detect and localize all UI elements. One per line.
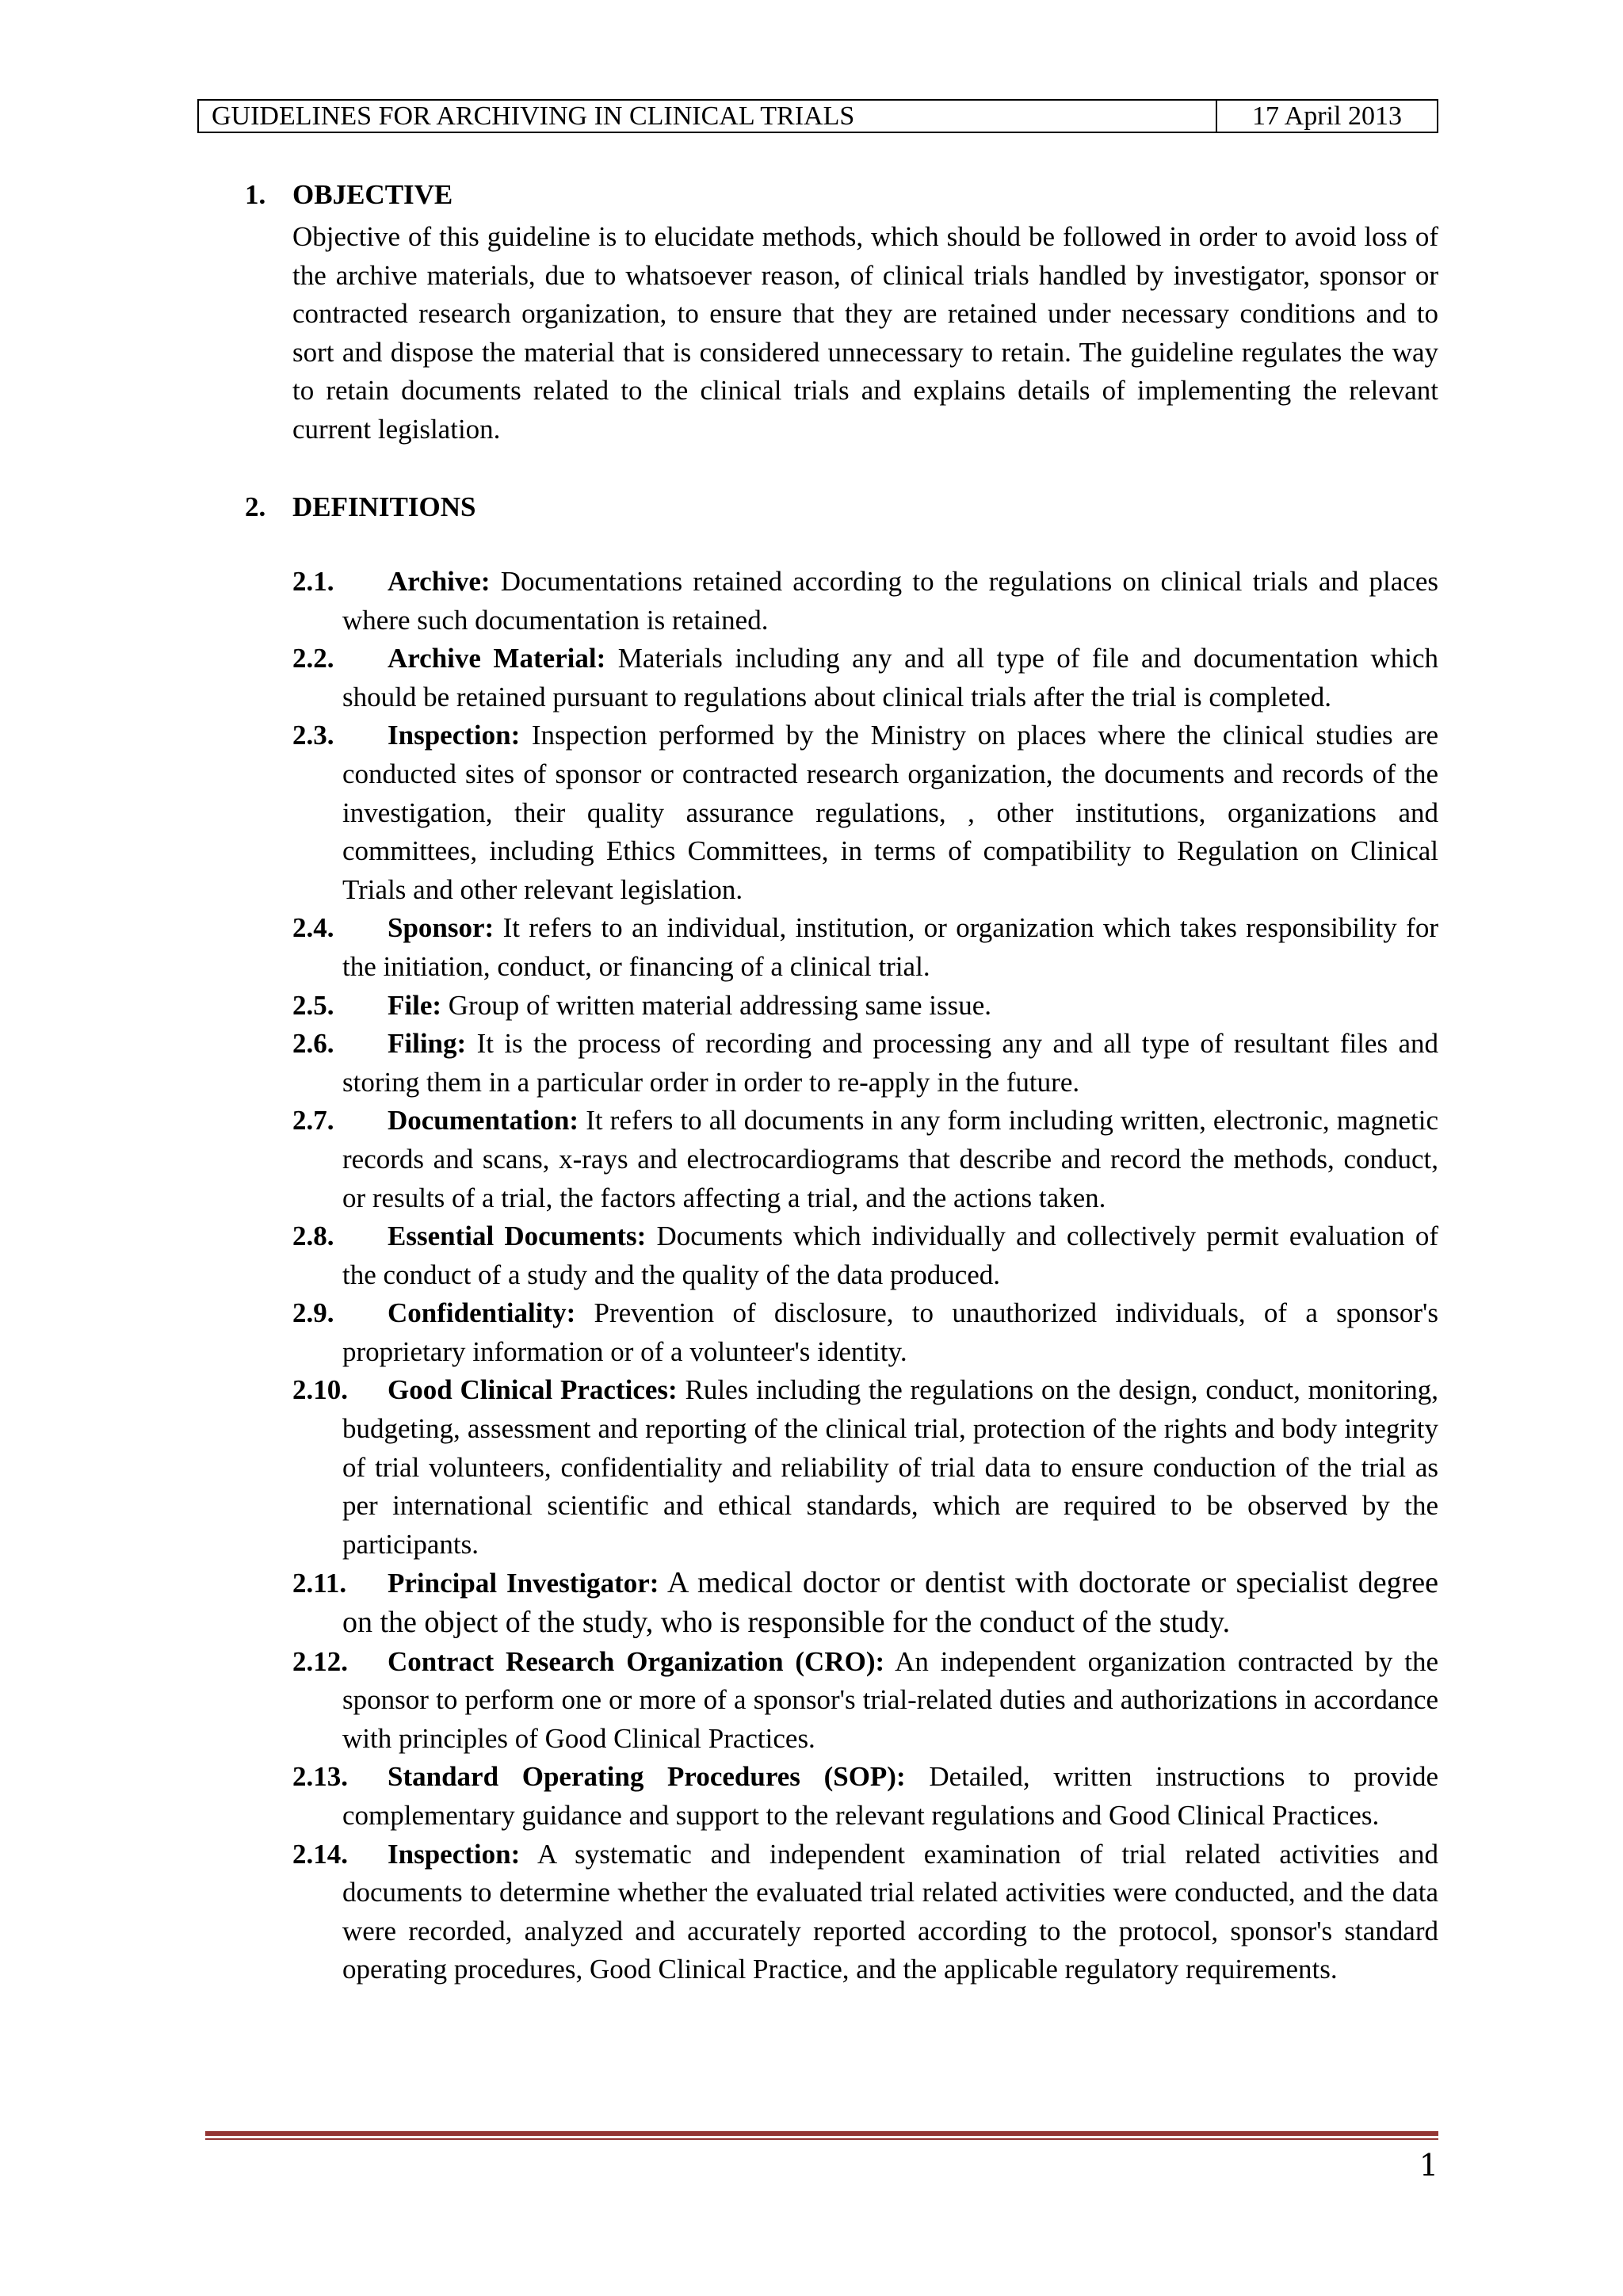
definition-text: It is the process of recording and processing any and all type of resultant files and storing them in a particular order in order to re-apply in the future. (342, 1028, 1438, 1098)
definition-term: Confidentiality: (388, 1297, 576, 1329)
definition-term: Inspection: (388, 1838, 521, 1870)
definition-number: 2.4. (292, 912, 334, 944)
definition-text: Detailed, written instructions to provide complementary guidance and support to the relevant regulations and Good Clinical Practices. (342, 1761, 1439, 1831)
definition-term: Essential Documents: (388, 1221, 647, 1252)
section-title: OBJECTIVE (292, 179, 453, 210)
definition-term: Archive: (388, 566, 491, 597)
section-objective-heading (245, 176, 453, 214)
definition-text: A systematic and independent examination of trial related activities and documents to determine whether the evaluated trial related activities were conducted, and the data were recorded, analyzed and accurately reported according to the protocol, sponsor's standard operating procedures, Good Clinical Practice, and the applicable regulatory requirements. (342, 1838, 1438, 1985)
definition-term: Contract Research Organization (CRO): (388, 1645, 885, 1677)
definition-item (292, 1564, 1438, 1642)
section-definitions-heading (245, 488, 475, 526)
definition-item (292, 909, 1438, 986)
definition-number: 2.6. (292, 1028, 334, 1060)
definition-item (292, 987, 1438, 1026)
definition-item (292, 1758, 1438, 1835)
definition-text: Documentations retained according to the regulations on clinical trials and places where such documentation is retained. (342, 566, 1438, 636)
definition-number: 2.12. (292, 1645, 348, 1677)
section-number: 1. (245, 179, 266, 210)
definition-text: Rules including the regulations on the design, conduct, monitoring, budgeting, assessment and reporting of the clinical trial, protection of the rights and body integrity of trial volunteers, confidentiality and reliability of trial data to ensure conduction of the trial as per international scientific and ethical standards, which are required to be observed by the participants. (342, 1374, 1438, 1560)
page-number: 1 (1419, 2148, 1438, 2183)
definition-number: 2.10. (292, 1374, 348, 1406)
definition-text: Group of written material addressing same issue. (441, 989, 992, 1021)
definition-term: Filing: (388, 1028, 467, 1060)
definition-term: Principal Investigator: (388, 1568, 659, 1599)
section-number: 2. (245, 491, 266, 522)
definition-text: It refers to all documents in any form including written, electronic, magnetic records and scans, x-rays and electrocardiograms that describe and record the methods, conduct, or results of a trial, the factors affecting a trial, and the actions taken. (342, 1105, 1438, 1213)
definition-item (292, 1836, 1438, 1989)
definition-number: 2.14. (292, 1838, 348, 1870)
definition-term: Standard Operating Procedures (SOP): (388, 1761, 906, 1793)
definition-text: It refers to an individual, institution, or organization which takes responsibility for the initiation, conduct, or financing of a clinical trial. (342, 912, 1438, 982)
definition-item (292, 640, 1438, 716)
definition-text: An independent organization contracted by the sponsor to perform one or more of a sponsor's trial-related duties and authorizations in accordance with principles of Good Clinical Practices. (342, 1645, 1438, 1754)
definition-number: 2.1. (292, 566, 334, 597)
definition-item (292, 563, 1438, 640)
footer-rule-thin (205, 2138, 1438, 2140)
definition-item (292, 1294, 1438, 1371)
definition-number: 2.11. (292, 1568, 347, 1599)
definition-number: 2.3. (292, 720, 334, 751)
definition-number: 2.9. (292, 1297, 334, 1329)
definition-number: 2.2. (292, 643, 334, 674)
objective-paragraph: Objective of this guideline is to elucidate methods, which should be followed in order to avoid loss of the archive materials, due to whatsoever reason, of clinical trials handled by investigator, sponsor or contracted research organization, to ensure that they are retained under necessary conditions and to sort and dispose the material that is considered unnecessary to retain. The guideline regulates the way to retain documents related to the clinical trials and explains details of implementing the relevant current legislation. (292, 221, 1438, 445)
definition-number: 2.8. (292, 1221, 334, 1252)
definition-text: Materials including any and all type of file and documentation which should be retained pursuant to regulations about clinical trials after the trial is completed. (342, 643, 1438, 712)
definition-item (292, 1371, 1438, 1564)
definition-item (292, 1217, 1438, 1294)
footer-divider (205, 2131, 1438, 2140)
definition-item (292, 1643, 1438, 1759)
definition-item (292, 1025, 1438, 1102)
section-title: DEFINITIONS (292, 491, 476, 522)
definition-number: 2.7. (292, 1105, 334, 1137)
definition-text: Prevention of disclosure, to unauthorized individuals, of a sponsor's proprietary information or of a volunteer's identity. (342, 1297, 1438, 1367)
definition-text: A medical doctor or dentist with doctorate or specialist degree on the object of the study, who is responsible for the conduct of the study. (342, 1566, 1438, 1640)
definition-text: Inspection performed by the Ministry on places where the clinical studies are conducted sites of sponsor or contracted research organization, the documents and records of the investigation, their quality assurance regulations, , other institutions, organizations and committees, including Ethics Committees, in terms of compatibility to Regulation on Clinical Trials and other relevant legislation. (342, 720, 1438, 905)
header-title: GUIDELINES FOR ARCHIVING IN CLINICAL TRIALS (199, 101, 1217, 132)
definition-term: Sponsor: (388, 912, 495, 944)
definition-item (292, 716, 1438, 909)
definition-number: 2.13. (292, 1761, 348, 1793)
definition-term: Good Clinical Practices: (388, 1374, 678, 1406)
running-header (197, 99, 1438, 133)
header-date: 17 April 2013 (1252, 101, 1402, 131)
definition-text: Documents which individually and collectively permit evaluation of the conduct of a study and the quality of the data produced. (342, 1221, 1438, 1290)
definition-item (292, 1102, 1438, 1217)
definitions-list (292, 563, 1438, 1989)
definition-term: Inspection: (388, 720, 521, 751)
definition-term: File: (388, 989, 442, 1021)
definition-term: Archive Material: (388, 643, 606, 674)
definition-number: 2.5. (292, 989, 334, 1021)
definition-term: Documentation: (388, 1105, 579, 1137)
